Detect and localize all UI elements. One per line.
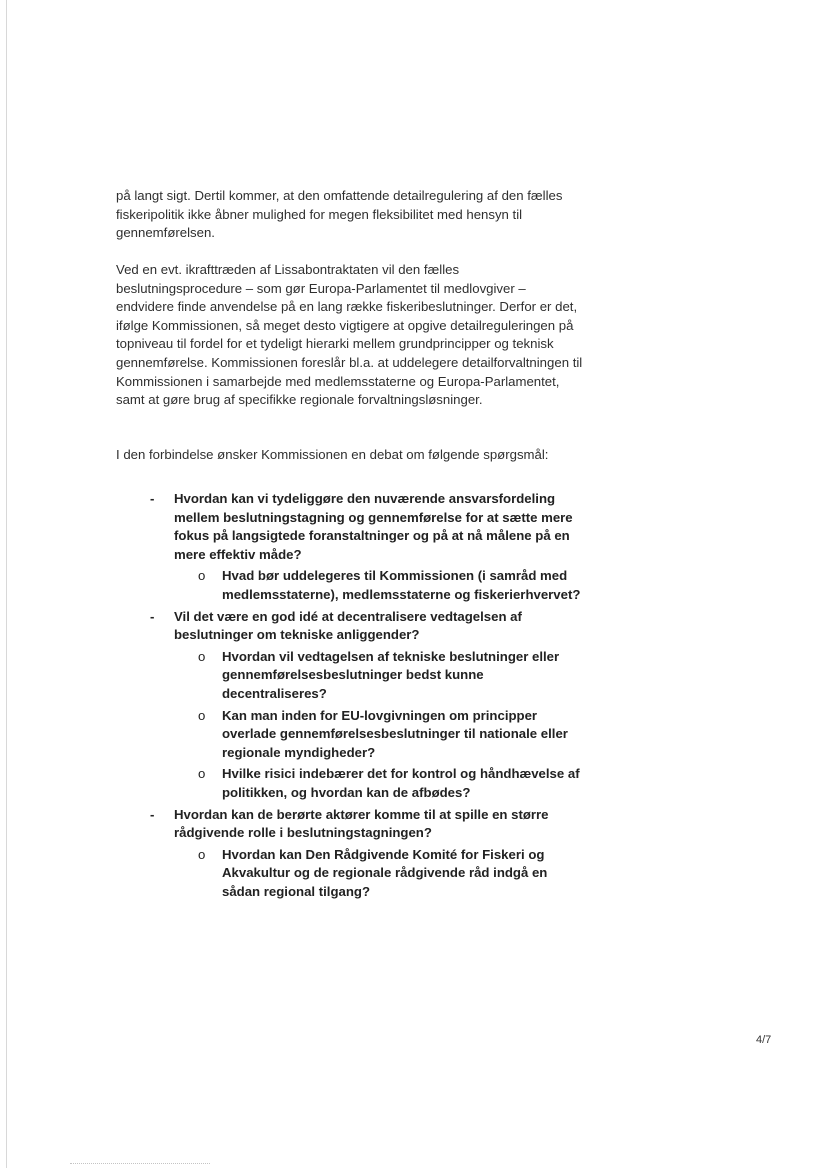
sub-question-item [174,846,586,902]
question-item [116,806,586,902]
sub-question-text: Kan man inden for EU-lovgivningen om principper overlade gennemførelsesbeslutninger til nationale eller regionale myndigheder? [222,707,568,760]
sub-question-text: Hvilke risici indebærer det for kontrol og håndhævelse af politikken, og hvordan kan de afbødes? [222,766,580,800]
question-text: Vil det være en god idé at decentralisere vedtagelsen af beslutninger om tekniske anliggender? [174,608,522,643]
question-text: Hvordan kan de berørte aktører komme til at spille en større rådgivende rolle i beslutningstagningen? [174,806,549,841]
bullet-dash: - [150,806,155,822]
sub-question-item [174,707,586,763]
paragraph-intro-questions: I den forbindelse ønsker Kommissionen en debat om følgende spørgsmål: [116,447,549,462]
sub-question-item [174,765,586,802]
sub-question-item [174,567,586,604]
bullet-circle: o [198,707,206,723]
question-item [116,490,586,605]
paragraph-1: på langt sigt. Dertil kommer, at den omfattende detailregulering af den fælles fiskeripolitik ikke åbner mulighed for megen fleksibilitet med hensyn til gennemførelsen. [116,188,563,241]
sub-question-item [174,648,586,704]
question-text: Hvordan kan vi tydeliggøre den nuværende ansvarsfordeling mellem beslutningstagning og gennemførelse for at sætte mere fokus på langsigtede foranstaltninger og på at nå målene på en mere effektiv måde? [174,491,573,562]
paragraph-2: Ved en evt. ikrafttræden af Lissabontraktaten vil den fælles beslutningsprocedure – som gør Europa-Parlamentet til medlovgiver – endvidere finde anvendelse på en lang række fiskeribeslutninger. Derfor er det, ifølge Kommissionen, så meget desto vigtigere at opgive detailreguleringen på topniveau til fordel for et tydeligt hierarki mellem grundprincipper og teknisk gennemførelse. Kommissionen foreslår bl.a. at uddelegere detailforvaltningen til Kommissionen i samarbejde med medlemsstaterne og Europa-Parlamentet, samt at gøre brug af specifikke regionale forvaltningsløsninger. [116,262,583,408]
bullet-circle: o [198,766,206,782]
page-number: 4/7 [756,1034,772,1046]
question-list [116,490,586,904]
scan-edge-line [6,0,7,1168]
sub-question-text: Hvordan kan Den Rådgivende Komité for Fiskeri og Akvakultur og de regionale rådgivende råd indgå en sådan regional tilgang? [222,846,548,899]
bullet-dash: - [150,491,155,506]
bullet-circle: o [198,846,206,862]
sub-question-text: Hvordan vil vedtagelsen af tekniske beslutninger eller gennemførelsesbeslutninger bedst kunne decentraliseres? [222,648,560,701]
scan-bottom-line [70,1163,210,1165]
bullet-circle: o [198,648,206,664]
question-item [116,608,586,803]
bullet-circle: o [198,568,206,584]
sub-question-text: Hvad bør uddelegeres til Kommissionen (i samråd med medlemsstaterne), medlemsstaterne og fiskerierhvervet? [222,568,581,602]
bullet-dash: - [150,608,155,624]
